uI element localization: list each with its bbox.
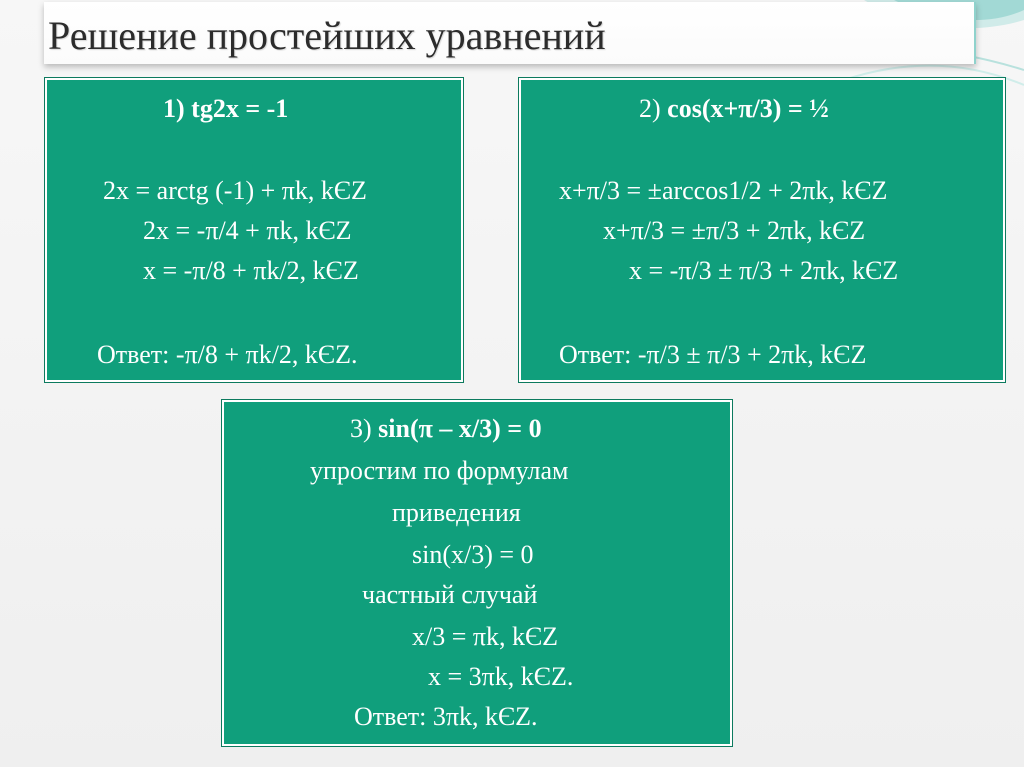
- panel3-heading-number: 3): [350, 414, 379, 443]
- panel3-line6: x = 3πk, kЄZ.: [428, 662, 574, 691]
- panel2-line3: x = -π/3 ± π/3 + 2πk, kЄZ: [629, 256, 899, 285]
- panel1-line2: 2x = -π/4 + πk, kЄZ: [143, 216, 352, 245]
- panel3-line3: sin(x/3) = 0: [412, 540, 534, 569]
- solution-panel-1: [45, 78, 463, 382]
- panel3-heading: [350, 416, 542, 442]
- solution-panel-3: [222, 400, 732, 746]
- panel3-line5: x/3 = πk, kЄZ: [412, 622, 559, 651]
- panel2-heading: [639, 96, 829, 122]
- panel1-heading: 1) tg2x = -1: [163, 94, 289, 123]
- panel3-line1: упростим по формулам: [310, 456, 569, 485]
- panel1-line3: x = -π/8 + πk/2, kЄZ: [143, 256, 359, 285]
- panel3-line4: частный случай: [362, 580, 538, 609]
- panel2-line2: x+π/3 = ±π/3 + 2πk, kЄZ: [603, 216, 866, 245]
- panel1-line1: 2x = arctg (-1) + πk, kЄZ: [103, 176, 367, 205]
- panel3-answer: Ответ: 3πk, kЄZ.: [354, 702, 538, 731]
- panel3-heading-equation: sin(π – x/3) = 0: [378, 414, 542, 443]
- panel3-line2: приведения: [392, 498, 521, 527]
- panel2-line1: x+π/3 = ±arccos1/2 + 2πk, kЄZ: [559, 176, 888, 205]
- panel1-answer: Ответ: -π/8 + πk/2, kЄZ.: [97, 340, 358, 369]
- panel2-heading-number: 2): [639, 94, 668, 123]
- panel2-answer: Ответ: -π/3 ± π/3 + 2πk, kЄZ: [559, 340, 867, 369]
- slide-title: Решение простейших уравнений: [48, 13, 606, 58]
- title-bar: [44, 2, 976, 64]
- solution-panel-2: [519, 78, 1005, 382]
- panel2-heading-equation: cos(x+π/3) = ½: [667, 94, 829, 123]
